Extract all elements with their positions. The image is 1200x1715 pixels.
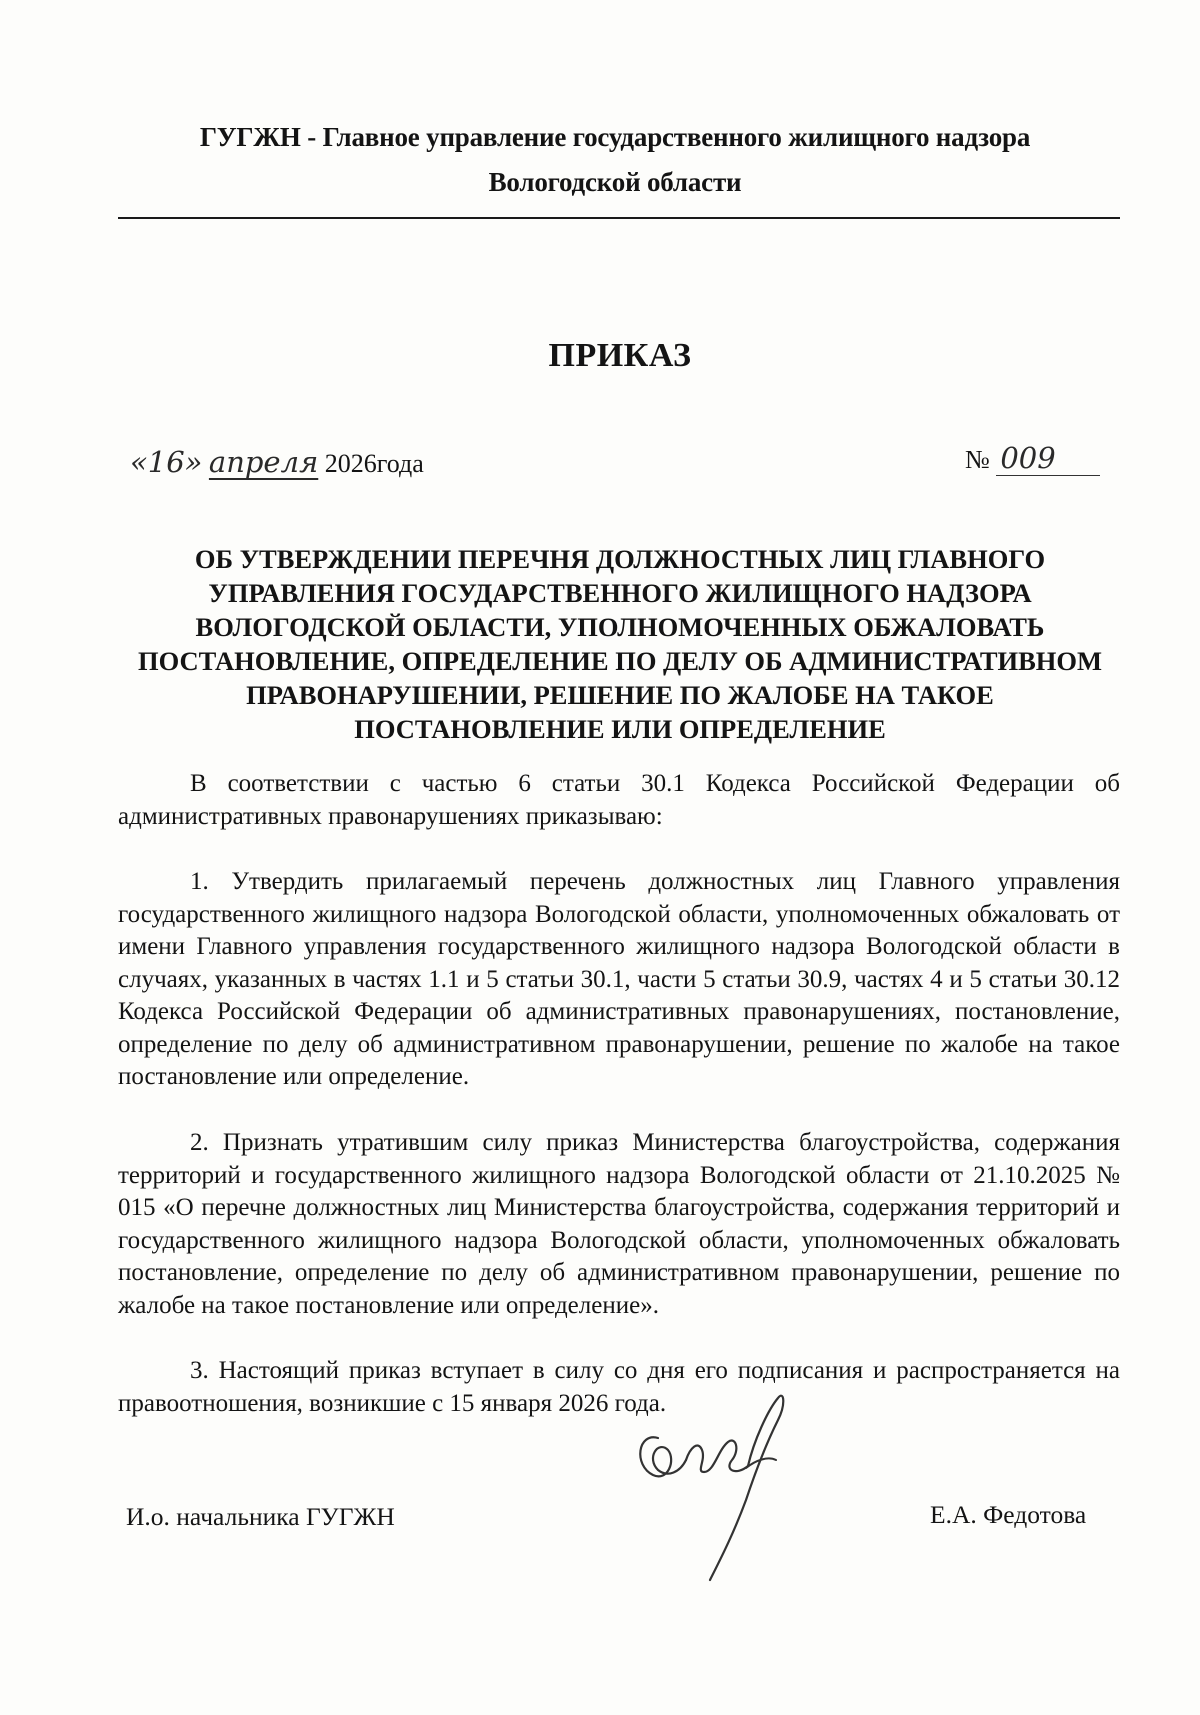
organization-name: ГУГЖН - Главное управление государственного жилищного надзора: [199, 122, 1031, 152]
document-title: ПРИКАЗ: [548, 337, 692, 374]
document-date: [130, 445, 424, 479]
paragraph-item-1: 1. Утвердить прилагаемый перечень должностных лиц Главного управления государственного жилищного надзора Вологодской области, уполномоченных обжаловать от имени Главного управления государственного жилищного надзора Вологодской области в случаях, указанных в частях 1.1 и 5 статьи 30.1, части 5 статьи 30.9, частях 4 и 5 статьи 30.12 Кодекса Российской Федерации об административных правонарушениях, постановление, определение по делу об административном правонарушении, решение по жалобе на такое постановление или определение.: [118, 868, 1120, 1090]
date-open-quote: «: [130, 445, 148, 479]
signatory-name: Е.А. Федотова: [930, 1500, 1087, 1529]
number-label: №: [965, 445, 990, 474]
date-close-quote: »: [184, 445, 203, 479]
document-number: [965, 441, 1100, 476]
date-month: апреля: [208, 445, 319, 479]
signatory-position: И.о. начальника ГУГЖН: [126, 1502, 395, 1531]
date-year: 2026: [324, 449, 377, 478]
handwritten-signature: [628, 1380, 808, 1590]
document-subject: ОБ УТВЕРЖДЕНИИ ПЕРЕЧНЯ ДОЛЖНОСТНЫХ ЛИЦ ГЛАВНОГО УПРАВЛЕНИЯ ГОСУДАРСТВЕННОГО ЖИЛИЩНОГО НАДЗОРА ВОЛОГОДСКОЙ ОБЛАСТИ, УПОЛНОМОЧЕННЫХ ОБЖАЛОВАТЬ ПОСТАНОВЛЕНИЕ, ОПРЕДЕЛЕНИЕ ПО ДЕЛУ ОБ АДМИНИСТРАТИВНОМ ПРАВОНАРУШЕНИИ, РЕШЕНИЕ ПО ЖАЛОБЕ НА ТАКОЕ ПОСТАНОВЛЕНИЕ ИЛИ ОПРЕДЕЛЕНИЕ: [137, 544, 1103, 744]
organization-region: Вологодской области: [488, 167, 742, 197]
date-day: 16: [147, 445, 185, 479]
paragraph-item-3: 3. Настоящий приказ вступает в силу со дня его подписания и распространяется на правоотношения, возникшие с 15 января 2026 года.: [118, 1357, 1120, 1417]
paragraph-item-2: 2. Признать утратившим силу приказ Министерства благоустройства, содержания территорий и государственного жилищного надзора Вологодской области от 21.10.2025 № 015 «О перечне должностных лиц Министерства благоустройства, содержания территорий и государственного жилищного надзора Вологодской области, уполномоченных обжаловать постановление, определение по делу об административном правонарушении, решение по жалобе на такое постановление или определение».: [118, 1129, 1120, 1319]
date-suffix: года: [376, 449, 424, 478]
paragraph-intro: В соответствии с частью 6 статьи 30.1 Кодекса Российской Федерации об административных правонарушениях приказываю:: [118, 770, 1120, 830]
number-value: 009: [1000, 441, 1056, 475]
header-divider: [118, 217, 1120, 219]
